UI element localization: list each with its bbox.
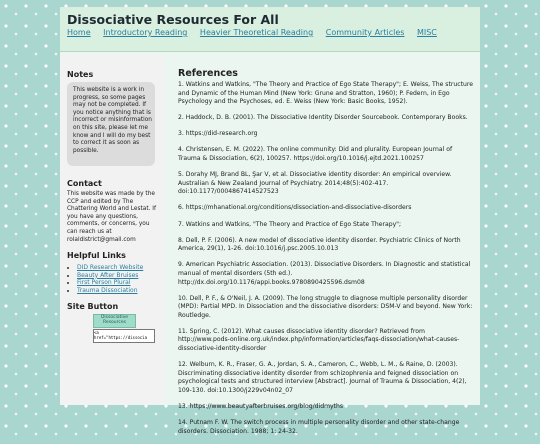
link-beauty-after-bruises[interactable]: Beauty After Bruises	[77, 271, 139, 279]
nav-misc[interactable]: MISC	[416, 28, 437, 37]
contact-heading: Contact	[67, 179, 102, 188]
reference-item: 5. Dorahy MJ, Brand BL, Şar V, et al. Dissociative identity disorder: An empirical overview. Australian & New Zealand Journal of Psychiatry. 2014;48(5):402-417. doi:10.1177/0004867414527523	[178, 171, 452, 196]
notes-text: This website is a work in progress, so some pages may not be completed. If you notice anything that is incorrect or misinformation on this site, please let me know and I will do my best to correct it as soon as possible.	[73, 87, 152, 154]
nav-home[interactable]: Home	[67, 28, 91, 37]
main-nav	[67, 28, 447, 37]
sidebar	[60, 55, 164, 405]
list-item	[77, 264, 143, 272]
reference-item: 8. Dell, P. F. (2006). A new model of dissociative identity disorder. Psychiatric Clinics of North America, 29(1), 1-26. doi:10.1016/j.psc.2005.10.013	[178, 236, 461, 253]
helpful-links-list	[67, 264, 143, 294]
site-button-heading: Site Button	[67, 302, 119, 311]
reference-item: 6. https://mhanational.org/conditions/dissociation-and-dissociative-disorders	[178, 204, 412, 212]
contact-text: This website was made by the CCP and edited by The Chattering World and Lestat. If you have any questions, comments, or concerns, you can reach us at rolaldistrict@gmail.com	[67, 191, 157, 243]
list-item	[77, 279, 143, 287]
reference-item: 12. Welburn, K. R., Fraser, G. A., Jordan, S. A., Cameron, C., Webb, L. M., & Raine, D. (2003). Discriminating dissociative identity disorder from schizophrenia and feigned dissociation on psychological tests and structured interview [Abstract]. Journal of Trauma & Dissociation, 4(2), 109-130. doi:10.1300/j229v04n02_07	[178, 361, 467, 394]
reference-item: 13. https://www.beautyafterbruises.org/blog/didmyths	[178, 403, 344, 411]
site-header	[60, 7, 480, 52]
link-did-research[interactable]: DID Research Website	[77, 264, 144, 271]
nav-community-articles[interactable]: Community Articles	[325, 28, 405, 37]
references-heading: References	[178, 68, 238, 79]
reference-item: 9. American Psychiatric Association. (2013). Dissociative Disorders. In Diagnostic and statistical manual of mental disorders (5th ed.). http://dx.doi.org/10.1176/appi.books.9780890425596.dsm08	[178, 261, 471, 286]
link-trauma-dissociation[interactable]: Trauma Dissociation	[77, 286, 138, 294]
link-first-person-plural[interactable]: First Person Plural	[77, 279, 131, 287]
nav-introductory-reading[interactable]: Introductory Reading	[103, 28, 188, 37]
notes-box	[67, 82, 155, 166]
site-title: Dissociative Resources For All	[67, 12, 279, 27]
list-item	[77, 272, 143, 280]
reference-item: 10. Dell, P. F., & O'Neil, J. A. (2009). The long struggle to diagnose multiple personality disorder (MPD): Partial MPD. In Dissociation and the dissociative disorders: DSM-V and beyond. New York: Routledge.	[178, 294, 473, 319]
reference-item: 7. Watkins and Watkins, "The Theory and Practice of Ego State Therapy";	[178, 220, 402, 228]
notes-heading: Notes	[67, 70, 94, 79]
reference-item: 14. Putnam F. W. The switch process in multiple personality disorder and other state-change disorders. Dissociation. 1988; 1: 24-32.	[178, 419, 460, 435]
site-button-image[interactable]: Dissociative Resources	[93, 314, 136, 328]
reference-item: 4. Christensen, E. M. (2022). The online community: Did and plurality. European Journal of Trauma & Dissociation, 6(2), 100257. https://doi.org/10.1016/j.ejtd.2021.100257	[178, 146, 453, 163]
helpful-links-heading: Helpful Links	[67, 251, 126, 260]
nav-heavier-theoretical-reading[interactable]: Heavier Theoretical Reading	[199, 28, 314, 37]
site-button-code-box[interactable]: <a href="https://dissocia	[93, 329, 155, 343]
references-list	[178, 81, 474, 444]
main-content	[176, 55, 476, 435]
reference-item: 3. https://did-research.org	[178, 130, 258, 138]
reference-item: 1. Watkins and Watkins, "The Theory and Practice of Ego State Therapy"; E. Weiss, The structure and Dynamic of the Human Mind (New York: Grune and Stratton, 1960); P. Federn, in Ego Psychology and the Psychoses, ed. E. Weiss (New York: Basic Books, 1952).	[178, 81, 473, 106]
list-item	[77, 287, 143, 295]
reference-item: 2. Haddock, D. B. (2001). The Dissociative Identity Disorder Sourcebook. Contemporary Books.	[178, 114, 468, 122]
reference-item: 11. Spring, C. (2012). What causes dissociative identity disorder? Retrieved from http://www.pods-online.org.uk/index.php/information/articles/faqs-dissociation/what-causes-dissociative-identity-disorder	[178, 327, 460, 353]
page-container	[60, 7, 480, 435]
